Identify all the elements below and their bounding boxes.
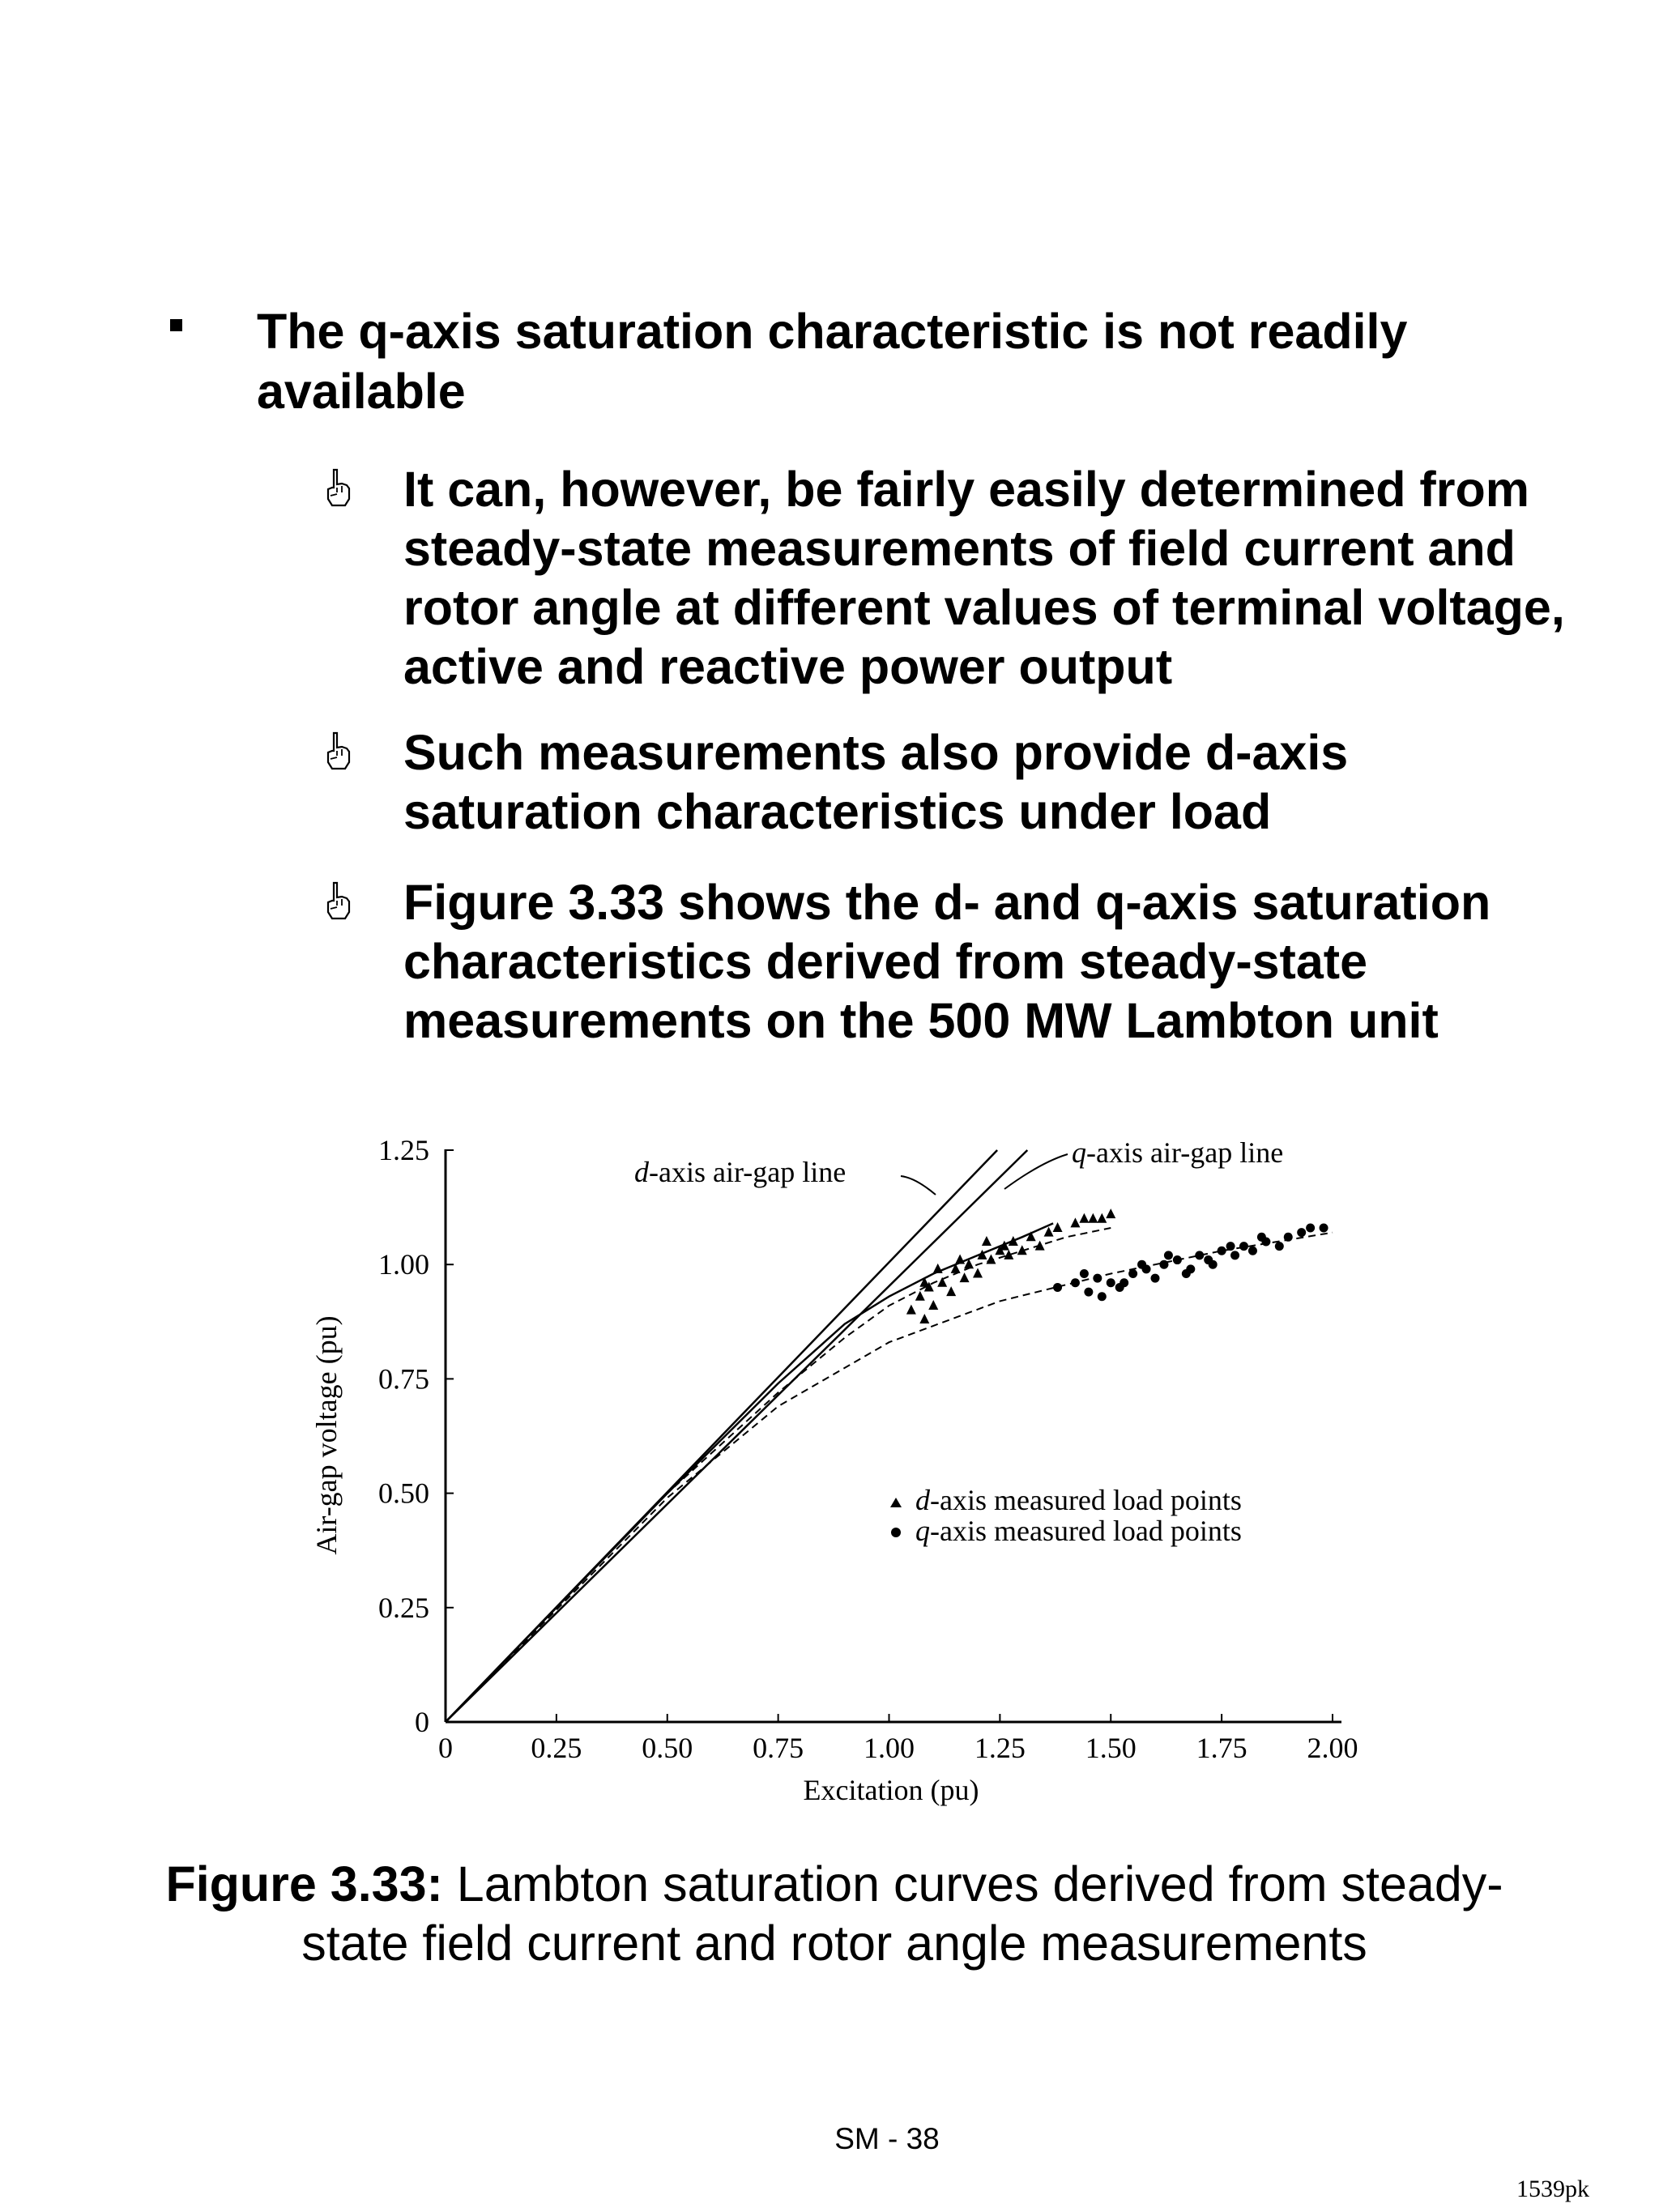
q-axis-load-point [1173,1255,1182,1264]
q-axis-load-point [1151,1274,1160,1283]
d-axis-load-point [1009,1236,1018,1246]
y-tick-label: 0.25 [378,1591,429,1624]
q-axis-load-point [1098,1292,1107,1301]
d-axis-load-point [933,1264,943,1273]
q-axis-load-point [1297,1228,1306,1237]
q-axis-load-point [1182,1269,1191,1278]
q-axis-load-point [1275,1242,1284,1251]
x-tick-label: 0.50 [642,1732,693,1764]
caption-label: Figure 3.33: [165,1856,443,1912]
pointing-hand-icon [324,731,352,770]
q-axis-load-point [1248,1247,1257,1255]
d-axis-load-point [946,1286,956,1296]
q-axis-load-point [1107,1278,1115,1287]
q-axis-load-point [1071,1278,1080,1287]
caption-text: Lambton saturation curves derived from steady-state field current and rotor angle measurements [301,1856,1503,1971]
d-axis-load-point [906,1305,916,1315]
pointing-hand-icon [324,468,352,507]
d-axis-load-point [982,1236,992,1246]
y-tick-label: 0.50 [378,1477,429,1510]
q-axis-load-point [1093,1274,1102,1283]
d-axis-load-point [915,1291,925,1301]
q-axis-load-point [1195,1251,1204,1259]
d-airgap-annotation: d-axis air-gap line [634,1156,847,1188]
x-tick-label: 1.50 [1085,1732,1137,1764]
q-axis-load-point [1137,1260,1146,1269]
page-number: SM - 38 [834,2122,940,2155]
d-axis-load-point [1026,1231,1036,1241]
d-axis-load-point [1088,1213,1098,1223]
q-axis-load-point [1164,1251,1173,1259]
d-axis-load-point [960,1272,970,1282]
x-tick-label: 1.00 [864,1732,915,1764]
q-axis-load-point [1239,1242,1248,1251]
q-axis-load-point [1226,1242,1235,1251]
q-airgap-annotation: q-axis air-gap line [1072,1136,1284,1169]
x-tick-label: 0.75 [753,1732,804,1764]
q-axis-load-point [1084,1288,1093,1297]
legend-item-d: d-axis measured load points [915,1484,1242,1516]
figure-caption [146,1855,1523,1973]
y-axis-label: Air-gap voltage (pu) [310,1315,343,1555]
q-axis-load-point [1080,1269,1089,1278]
x-tick-label: 1.25 [974,1732,1026,1764]
q-axis-load-point [1306,1224,1315,1233]
curve-layer [446,1150,1333,1722]
legend-marker-triangle [890,1498,902,1507]
x-tick-label: 1.75 [1196,1732,1247,1764]
q-axis-load-point [1257,1233,1266,1242]
legend [890,1484,1242,1547]
legend-item-q: q-axis measured load points [915,1515,1242,1547]
sub-bullet-text: Such measurements also provide d-axis saturation characteristics under load [403,725,1349,839]
d-saturation-solid [446,1223,1053,1722]
x-tick-label: 2.00 [1307,1732,1358,1764]
q-axis-load-point [1053,1283,1062,1292]
q-axis-load-point [1159,1260,1168,1269]
d-axis-load-point [1070,1217,1080,1227]
y-tick-label: 1.25 [378,1134,429,1166]
pointing-hand-icon [324,881,352,920]
d-axis-load-point [1053,1222,1063,1232]
d-axis-load-point [1035,1241,1045,1251]
main-bullet-text: The q-axis saturation characteristic is not readily available [257,304,1408,419]
d-axis-load-point [1106,1208,1115,1218]
d-airgap-leader [901,1176,936,1195]
q-axis-load-point [1284,1233,1293,1242]
q-axis-load-point [1230,1251,1239,1259]
y-tick-label: 0.75 [378,1362,429,1396]
d-axis-load-point [919,1314,929,1323]
y-tick-label: 1.00 [378,1248,429,1281]
d-axis-load-point [1097,1213,1107,1223]
q-axis-load-point [1128,1269,1137,1278]
q-axis-load-point [1218,1247,1226,1255]
axes [446,1149,1341,1722]
x-tick-label: 0 [438,1732,453,1764]
q-axis-load-point [1209,1260,1218,1269]
d-axis-load-point [986,1255,996,1264]
x-tick-label: 0.25 [531,1732,582,1764]
q-airgap-line [446,1150,1027,1722]
ticks [378,1134,1358,1764]
d-axis-load-point [973,1268,983,1277]
d-saturation-dashed [446,1228,1111,1722]
d-axis-load-point [955,1255,965,1264]
d-axis-load-point [1044,1227,1054,1237]
document-code: 1539pk [1516,2176,1589,2202]
q-airgap-leader [1004,1154,1068,1189]
q-axis-load-point [1120,1278,1128,1287]
saturation-chart [292,1118,1377,1814]
sub-bullet-text: Figure 3.33 shows the d- and q-axis saturation characteristics derived from steady-state measurements on the 500 MW Lambton unit [403,875,1491,1048]
d-axis-load-point [928,1300,938,1310]
d-axis-load-point [1079,1213,1089,1223]
square-bullet-icon [170,319,182,331]
legend-marker-circle [891,1528,901,1537]
d-axis-load-point [919,1277,929,1287]
q-axis-load-point [1320,1224,1328,1233]
x-axis-label: Excitation (pu) [803,1774,979,1806]
y-tick-label: 0 [415,1706,429,1738]
point-layer [906,1208,1328,1323]
sub-bullet-text: It can, however, be fairly easily determined from steady-state measurements of field current and rotor angle at different values of terminal voltage, active and reactive power output [403,462,1565,694]
